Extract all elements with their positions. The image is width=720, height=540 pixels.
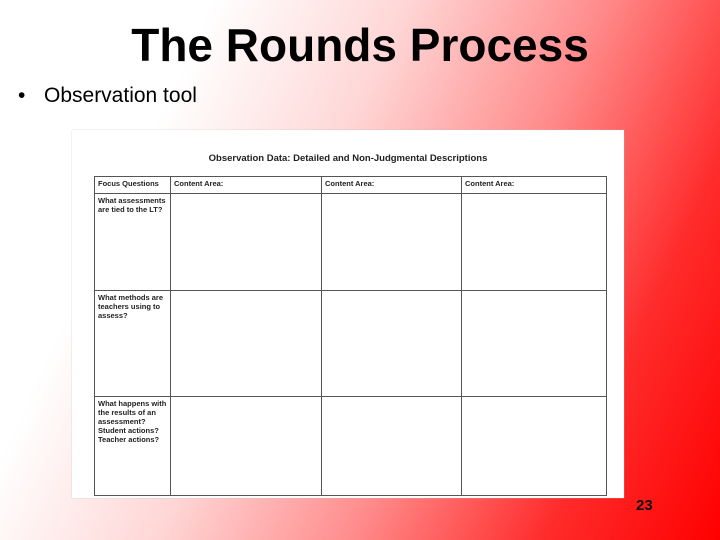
content-cell bbox=[171, 291, 322, 397]
content-cell bbox=[462, 397, 607, 496]
document-title: Observation Data: Detailed and Non-Judgmental Descriptions bbox=[208, 153, 488, 164]
header-focus-questions: Focus Questions bbox=[95, 177, 171, 194]
focus-question-cell: What assessments are tied to the LT? bbox=[95, 194, 171, 291]
observation-table bbox=[94, 176, 607, 496]
focus-question-cell: What methods are teachers using to assess? bbox=[95, 291, 171, 397]
content-cell bbox=[462, 194, 607, 291]
header-content-area-3: Content Area: bbox=[462, 177, 607, 194]
page-number: 23 bbox=[636, 497, 653, 514]
table-row bbox=[95, 397, 607, 496]
bullet-item bbox=[18, 84, 197, 108]
content-cell bbox=[322, 291, 462, 397]
content-cell bbox=[171, 194, 322, 291]
bullet-dot-icon: • bbox=[18, 84, 26, 107]
bullet-text: Observation tool bbox=[44, 84, 197, 107]
content-cell bbox=[322, 194, 462, 291]
content-cell bbox=[462, 291, 607, 397]
slide-title: The Rounds Process bbox=[131, 19, 589, 71]
table-row bbox=[95, 291, 607, 397]
header-content-area-2: Content Area: bbox=[322, 177, 462, 194]
observation-tool-document bbox=[72, 130, 624, 498]
header-content-area-1: Content Area: bbox=[171, 177, 322, 194]
content-cell bbox=[171, 397, 322, 496]
table-header-row bbox=[95, 177, 607, 194]
focus-question-cell: What happens with the results of an assessment? Student actions? Teacher actions? bbox=[95, 397, 171, 496]
table-row bbox=[95, 194, 607, 291]
content-cell bbox=[322, 397, 462, 496]
